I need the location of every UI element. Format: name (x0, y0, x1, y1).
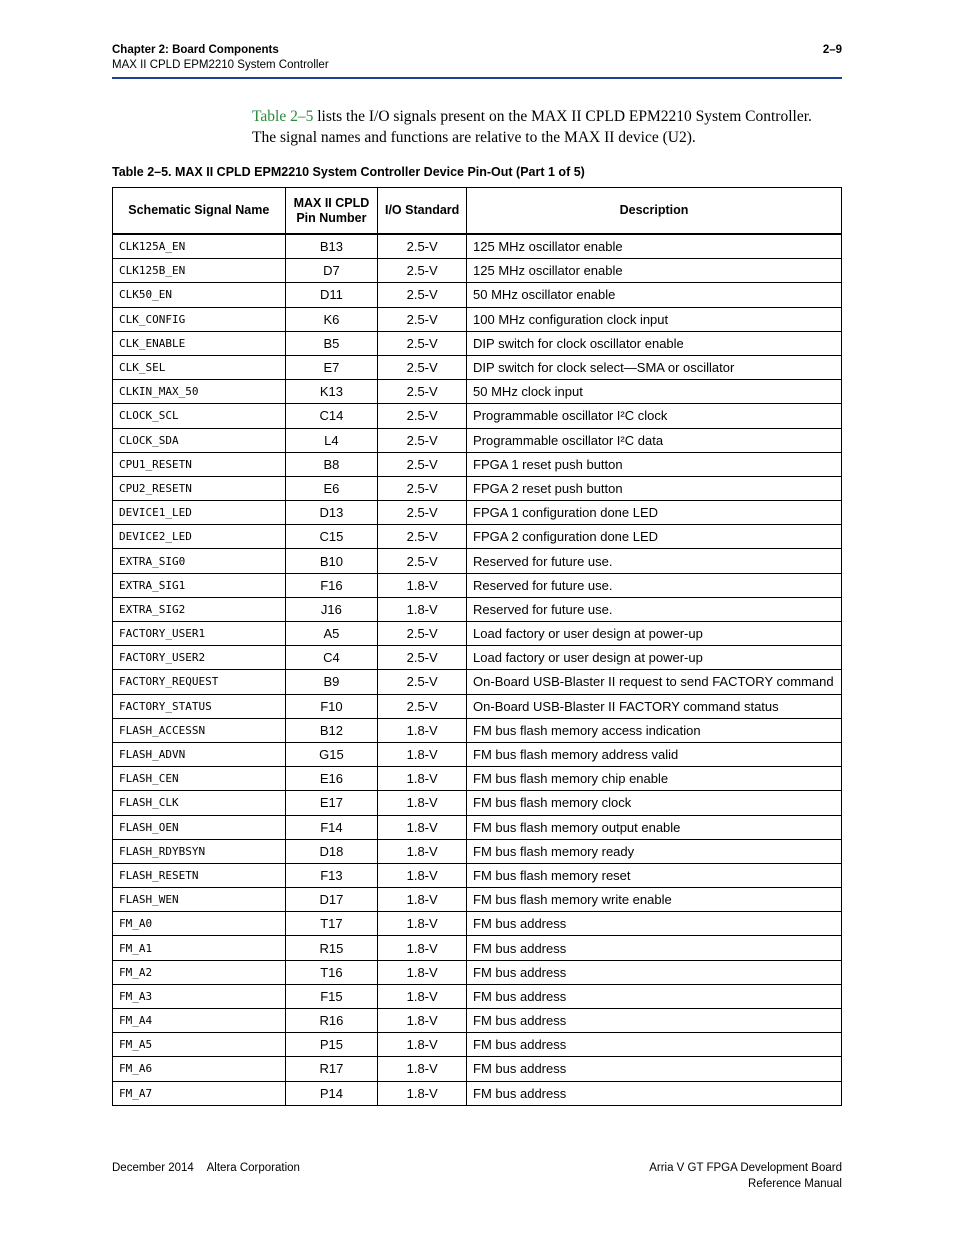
table-link[interactable]: Table 2–5 (252, 108, 314, 125)
table-row (113, 501, 842, 525)
table-row (113, 912, 842, 936)
signal-name-cell: EXTRA_SIG2 (113, 597, 286, 621)
signal-name-cell: DEVICE2_LED (113, 525, 286, 549)
signal-name-cell: FM_A7 (113, 1081, 286, 1105)
pin-number-cell: J16 (285, 597, 378, 621)
pin-number-cell: B13 (285, 234, 378, 259)
table-row (113, 742, 842, 766)
intro-paragraph (252, 106, 832, 148)
signal-name-cell: FLASH_CEN (113, 767, 286, 791)
signal-name-cell: FACTORY_USER2 (113, 646, 286, 670)
pin-number-cell: G15 (285, 742, 378, 766)
description-cell: 50 MHz clock input (467, 380, 842, 404)
table-row (113, 936, 842, 960)
signal-name-cell: FM_A6 (113, 1057, 286, 1081)
signal-name-cell: CLK125A_EN (113, 234, 286, 259)
signal-name-cell: EXTRA_SIG1 (113, 573, 286, 597)
pin-number-cell: R17 (285, 1057, 378, 1081)
description-cell: FM bus address (467, 1009, 842, 1033)
signal-name-cell: FLASH_RDYBSYN (113, 839, 286, 863)
table-row (113, 791, 842, 815)
pin-number-cell: B10 (285, 549, 378, 573)
signal-name-cell: CPU2_RESETN (113, 476, 286, 500)
signal-name-cell: FM_A1 (113, 936, 286, 960)
io-standard-cell: 2.5-V (378, 428, 467, 452)
io-standard-cell: 2.5-V (378, 501, 467, 525)
io-standard-cell: 1.8-V (378, 1033, 467, 1057)
table-row (113, 355, 842, 379)
description-cell: Reserved for future use. (467, 549, 842, 573)
io-standard-cell: 1.8-V (378, 936, 467, 960)
pin-number-cell: D11 (285, 283, 378, 307)
io-standard-cell: 2.5-V (378, 476, 467, 500)
description-cell: Load factory or user design at power-up (467, 646, 842, 670)
signal-name-cell: CLK50_EN (113, 283, 286, 307)
description-cell: FM bus flash memory write enable (467, 888, 842, 912)
description-cell: FM bus flash memory reset (467, 863, 842, 887)
description-cell: FM bus address (467, 984, 842, 1008)
pin-number-cell: B12 (285, 718, 378, 742)
io-standard-cell: 2.5-V (378, 646, 467, 670)
table-row (113, 888, 842, 912)
io-standard-cell: 2.5-V (378, 234, 467, 259)
footer-company: Altera Corporation (206, 1162, 300, 1174)
header-pin-line1: MAX II CPLD (293, 195, 370, 210)
table-row (113, 234, 842, 259)
signal-name-cell: FLASH_RESETN (113, 863, 286, 887)
pin-number-cell: R15 (285, 936, 378, 960)
description-cell: FM bus address (467, 960, 842, 984)
header-description: Description (467, 188, 842, 235)
pin-number-cell: L4 (285, 428, 378, 452)
description-cell: FM bus address (467, 912, 842, 936)
footer-doc-title: Arria V GT FPGA Development Board (649, 1162, 842, 1174)
io-standard-cell: 2.5-V (378, 307, 467, 331)
description-cell: 50 MHz oscillator enable (467, 283, 842, 307)
signal-name-cell: CLK_CONFIG (113, 307, 286, 331)
pin-number-cell: R16 (285, 1009, 378, 1033)
pin-number-cell: D7 (285, 259, 378, 283)
signal-name-cell: CLK125B_EN (113, 259, 286, 283)
pin-number-cell: D18 (285, 839, 378, 863)
io-standard-cell: 1.8-V (378, 912, 467, 936)
table-row (113, 597, 842, 621)
table-row (113, 1033, 842, 1057)
description-cell: FPGA 2 reset push button (467, 476, 842, 500)
io-standard-cell: 2.5-V (378, 549, 467, 573)
io-standard-cell: 2.5-V (378, 404, 467, 428)
io-standard-cell: 1.8-V (378, 573, 467, 597)
table-row (113, 1081, 842, 1105)
table-row (113, 1057, 842, 1081)
header-pin-number (285, 188, 378, 235)
table-row (113, 646, 842, 670)
signal-name-cell: FACTORY_REQUEST (113, 670, 286, 694)
pin-number-cell: F16 (285, 573, 378, 597)
description-cell: FM bus address (467, 1033, 842, 1057)
header-io-standard: I/O Standard (378, 188, 467, 235)
signal-name-cell: CLOCK_SCL (113, 404, 286, 428)
signal-name-cell: EXTRA_SIG0 (113, 549, 286, 573)
description-cell: On-Board USB-Blaster II request to send FACTORY command (467, 670, 842, 694)
io-standard-cell: 2.5-V (378, 355, 467, 379)
chapter-title: Chapter 2: Board Components (112, 44, 279, 56)
table-row (113, 670, 842, 694)
signal-name-cell: FM_A0 (113, 912, 286, 936)
description-cell: FM bus address (467, 936, 842, 960)
pin-number-cell: B9 (285, 670, 378, 694)
io-standard-cell: 1.8-V (378, 791, 467, 815)
io-standard-cell: 1.8-V (378, 1009, 467, 1033)
pin-number-cell: F10 (285, 694, 378, 718)
description-cell: FPGA 2 configuration done LED (467, 525, 842, 549)
table-row (113, 573, 842, 597)
table-row (113, 1009, 842, 1033)
table-row (113, 863, 842, 887)
section-title: MAX II CPLD EPM2210 System Controller (112, 59, 329, 71)
io-standard-cell: 1.8-V (378, 597, 467, 621)
description-cell: Reserved for future use. (467, 597, 842, 621)
table-row (113, 428, 842, 452)
io-standard-cell: 2.5-V (378, 380, 467, 404)
io-standard-cell: 1.8-V (378, 767, 467, 791)
table-row (113, 452, 842, 476)
pin-number-cell: P15 (285, 1033, 378, 1057)
description-cell: Reserved for future use. (467, 573, 842, 597)
description-cell: FM bus flash memory address valid (467, 742, 842, 766)
io-standard-cell: 1.8-V (378, 984, 467, 1008)
description-cell: FPGA 1 configuration done LED (467, 501, 842, 525)
io-standard-cell: 2.5-V (378, 525, 467, 549)
pin-number-cell: K13 (285, 380, 378, 404)
footer-date: December 2014 (112, 1162, 194, 1174)
pin-number-cell: B8 (285, 452, 378, 476)
table-row (113, 960, 842, 984)
table-row (113, 307, 842, 331)
io-standard-cell: 1.8-V (378, 888, 467, 912)
io-standard-cell: 1.8-V (378, 863, 467, 887)
pin-number-cell: E6 (285, 476, 378, 500)
table-row (113, 694, 842, 718)
pin-number-cell: D17 (285, 888, 378, 912)
table-row (113, 404, 842, 428)
pin-number-cell: T17 (285, 912, 378, 936)
table-row (113, 476, 842, 500)
table-row (113, 549, 842, 573)
page-header (112, 43, 842, 73)
description-cell: Load factory or user design at power-up (467, 622, 842, 646)
pin-number-cell: D13 (285, 501, 378, 525)
description-cell: On-Board USB-Blaster II FACTORY command status (467, 694, 842, 718)
signal-name-cell: FM_A5 (113, 1033, 286, 1057)
pin-number-cell: E16 (285, 767, 378, 791)
signal-name-cell: DEVICE1_LED (113, 501, 286, 525)
pin-number-cell: B5 (285, 331, 378, 355)
description-cell: FPGA 1 reset push button (467, 452, 842, 476)
table-row (113, 718, 842, 742)
header-pin-line2: Pin Number (296, 210, 367, 225)
description-cell: FM bus flash memory output enable (467, 815, 842, 839)
table-row (113, 525, 842, 549)
table-row (113, 259, 842, 283)
pin-number-cell: C15 (285, 525, 378, 549)
description-cell: FM bus flash memory clock (467, 791, 842, 815)
description-cell: FM bus flash memory chip enable (467, 767, 842, 791)
signal-name-cell: FLASH_CLK (113, 791, 286, 815)
description-cell: FM bus address (467, 1057, 842, 1081)
io-standard-cell: 1.8-V (378, 718, 467, 742)
signal-name-cell: FM_A2 (113, 960, 286, 984)
pin-number-cell: A5 (285, 622, 378, 646)
pin-number-cell: K6 (285, 307, 378, 331)
description-cell: 125 MHz oscillator enable (467, 259, 842, 283)
description-cell: Programmable oscillator I²C clock (467, 404, 842, 428)
description-cell: FM bus flash memory ready (467, 839, 842, 863)
signal-name-cell: CLK_ENABLE (113, 331, 286, 355)
table-row (113, 283, 842, 307)
signal-name-cell: FLASH_WEN (113, 888, 286, 912)
table-caption: Table 2–5. MAX II CPLD EPM2210 System Controller Device Pin-Out (Part 1 of 5) (112, 165, 585, 179)
table-row (113, 984, 842, 1008)
io-standard-cell: 2.5-V (378, 452, 467, 476)
signal-name-cell: CLKIN_MAX_50 (113, 380, 286, 404)
table-row (113, 815, 842, 839)
io-standard-cell: 1.8-V (378, 742, 467, 766)
io-standard-cell: 2.5-V (378, 259, 467, 283)
pin-number-cell: F14 (285, 815, 378, 839)
page-number: 2–9 (822, 44, 842, 56)
pin-number-cell: P14 (285, 1081, 378, 1105)
io-standard-cell: 2.5-V (378, 694, 467, 718)
intro-text: lists the I/O signals present on the MAX II CPLD EPM2210 System Controller. The signal names and functions are relative to the MAX II device (U2). (252, 108, 812, 146)
signal-name-cell: FLASH_ADVN (113, 742, 286, 766)
io-standard-cell: 1.8-V (378, 839, 467, 863)
io-standard-cell: 1.8-V (378, 1081, 467, 1105)
io-standard-cell: 2.5-V (378, 331, 467, 355)
table-header-row (113, 188, 842, 235)
pin-number-cell: C4 (285, 646, 378, 670)
signal-name-cell: FACTORY_STATUS (113, 694, 286, 718)
table-row (113, 767, 842, 791)
description-cell: FM bus address (467, 1081, 842, 1105)
pin-number-cell: C14 (285, 404, 378, 428)
table-row (113, 622, 842, 646)
signal-name-cell: FLASH_ACCESSN (113, 718, 286, 742)
signal-name-cell: FM_A4 (113, 1009, 286, 1033)
io-standard-cell: 2.5-V (378, 670, 467, 694)
description-cell: 125 MHz oscillator enable (467, 234, 842, 259)
description-cell: Programmable oscillator I²C data (467, 428, 842, 452)
io-standard-cell: 2.5-V (378, 622, 467, 646)
io-standard-cell: 1.8-V (378, 815, 467, 839)
signal-name-cell: CLOCK_SDA (113, 428, 286, 452)
io-standard-cell: 2.5-V (378, 283, 467, 307)
table-row (113, 331, 842, 355)
description-cell: 100 MHz configuration clock input (467, 307, 842, 331)
description-cell: FM bus flash memory access indication (467, 718, 842, 742)
signal-name-cell: FM_A3 (113, 984, 286, 1008)
table-row (113, 380, 842, 404)
pinout-table (112, 187, 842, 1106)
io-standard-cell: 1.8-V (378, 960, 467, 984)
signal-name-cell: FACTORY_USER1 (113, 622, 286, 646)
pin-number-cell: E17 (285, 791, 378, 815)
header-signal-name: Schematic Signal Name (113, 188, 286, 235)
description-cell: DIP switch for clock select—SMA or oscillator (467, 355, 842, 379)
pin-number-cell: F15 (285, 984, 378, 1008)
table-row (113, 839, 842, 863)
pin-number-cell: T16 (285, 960, 378, 984)
header-rule (112, 77, 842, 79)
page-footer (112, 1160, 842, 1190)
io-standard-cell: 1.8-V (378, 1057, 467, 1081)
signal-name-cell: FLASH_OEN (113, 815, 286, 839)
signal-name-cell: CLK_SEL (113, 355, 286, 379)
pin-number-cell: F13 (285, 863, 378, 887)
description-cell: DIP switch for clock oscillator enable (467, 331, 842, 355)
footer-doc-subtitle: Reference Manual (748, 1178, 842, 1190)
pin-number-cell: E7 (285, 355, 378, 379)
signal-name-cell: CPU1_RESETN (113, 452, 286, 476)
